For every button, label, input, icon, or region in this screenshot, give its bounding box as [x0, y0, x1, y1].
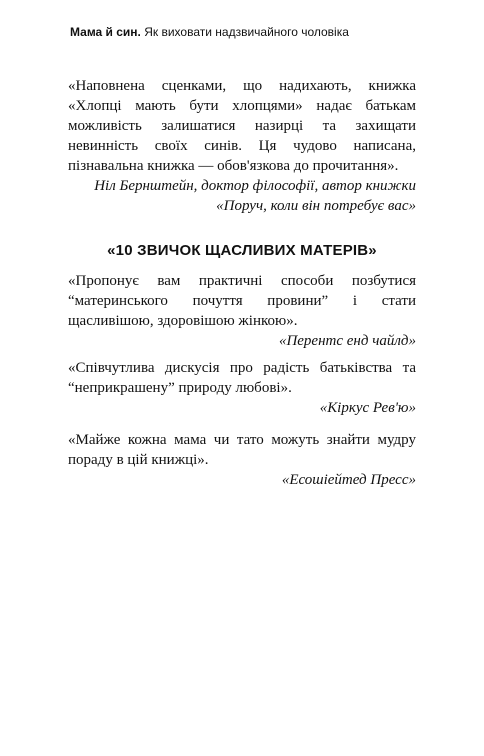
review-source: «Кіркус Рев'ю»	[319, 400, 416, 416]
running-header	[70, 24, 349, 40]
book-title: Мама й син.	[70, 25, 141, 39]
review-block-3	[68, 358, 416, 418]
review-quote: «Майже кожна мама чи тато можуть знайти мудру пораду в цій книжці».	[68, 432, 416, 468]
review-source: «Перентс енд чайлд»	[278, 333, 416, 349]
book-subtitle: Як виховати надзвичайного чоловіка	[140, 25, 349, 39]
review-source: «Поруч, коли він потребує вас»	[216, 198, 416, 214]
review-block-2	[68, 271, 416, 351]
review-block-1	[68, 76, 416, 216]
review-quote: «Співчутлива дискусія про радість батьківства та “неприкрашену” природу любові».	[68, 360, 416, 396]
section-heading: «10 ЗВИЧОК ЩАСЛИВИХ МАТЕРІВ»	[107, 242, 377, 259]
review-author: Ніл Бернштейн, доктор філософії, автор книжки	[94, 178, 416, 194]
review-block-4	[68, 430, 416, 490]
review-quote: «Наповнена сценками, що надихають, книжка «Хлопці мають бути хлопцями» надає батькам можливість залишатися назирці та захищати невинність своїх синів. Ця чудово написана, пізнавальна книжка — обов'язкова до прочитання».	[68, 78, 416, 174]
review-source: «Есошіейтед Пресс»	[281, 472, 416, 488]
review-quote: «Пропонує вам практичні способи позбутися “материнського почуття провини” і стати щасливішою, здоровішою жінкою».	[68, 273, 416, 329]
